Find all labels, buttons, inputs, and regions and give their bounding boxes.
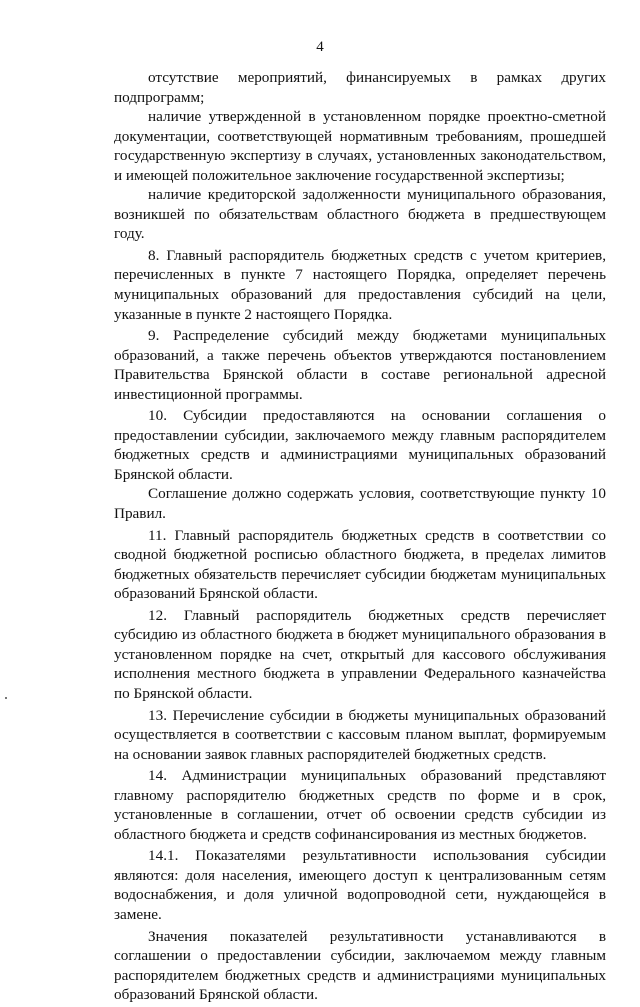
paragraph-item-9: 9. Распределение субсидий между бюджетами муниципальных образований, а также перечень объектов утверждаются постановлением Правительства Брянской области в составе региональной адресной инвестиционной программы. xyxy=(114,327,606,403)
paragraph-creditor-debt: наличие кредиторской задолженности муниципального образования, возникшей по обязательствам областного бюджета в предшествующем году. xyxy=(114,186,606,243)
paragraph-item-14: 14. Администрации муниципальных образований представляют главному распорядителю бюджетных средств по форме и в срок, установленные в соглашении, отчет об освоении средств субсидии из областного бюджета и средств софинансирования из местных бюджетов. xyxy=(114,767,606,843)
scan-speck xyxy=(5,697,7,699)
paragraph-agreement-conditions: Соглашение должно содержать условия, соответствующие пункту 10 Правил. xyxy=(114,485,606,523)
paragraph-no-other-subprogram-activities: отсутствие мероприятий, финансируемых в рамках других подпрограмм; xyxy=(114,69,606,106)
paragraph-item-14-1: 14.1. Показателями результативности использования субсидии являются: доля населения, имеющего доступ к централизованным сетям водоснабжения, и доля уличной водопроводной сети, нуждающейся в замене. xyxy=(114,847,606,923)
page-number: 4 xyxy=(316,39,324,55)
paragraph-indicator-values: Значения показателей результативности устанавливаются в соглашении о предоставлении субсидии, заключаемом между главным распорядителем бюджетных средств и администрациями муниципальных образований Брянской области. xyxy=(114,927,606,1004)
paragraph-item-10: 10. Субсидии предоставляются на основании соглашения о предоставлении субсидии, заключаемого между главным распорядителем бюджетных средств и администрациями муниципальных образований Брянской области. xyxy=(114,407,606,483)
paragraph-item-8: 8. Главный распорядитель бюджетных средств с учетом критериев, перечисленных в пункте 7 настоящего Порядка, определяет перечень муниципальных образований для предоставления субсидий на цели, указанные в пункте 2 настоящего Порядка. xyxy=(114,246,606,323)
paragraph-item-13: 13. Перечисление субсидии в бюджеты муниципальных образований осуществляется в соответствии с кассовым планом выплат, формируемым на основании заявок главных распорядителей бюджетных средств. xyxy=(114,706,606,763)
document-body xyxy=(114,68,606,1007)
paragraph-item-11: 11. Главный распорядитель бюджетных средств в соответствии со сводной бюджетной росписью областного бюджета, в пределах лимитов бюджетных обязательств перечисляет субсидии бюджетам муниципальных образований Брянской области. xyxy=(114,526,606,603)
paragraph-item-12: 12. Главный распорядитель бюджетных средств перечисляет субсидию из областного бюджета в бюджет муниципального образования в установленном порядке на счет, открытый для кассового обслуживания исполнения местного бюджета в управлении Федерального казначейства по Брянской области. xyxy=(114,606,606,702)
paragraph-design-documentation: наличие утвержденной в установленном порядке проектно-сметной документации, соответствующей нормативным требованиям, прошедшей государственную экспертизу в случаях, установленных законодательством, и имеющей положительное заключение государственной экспертизы; xyxy=(114,108,606,184)
